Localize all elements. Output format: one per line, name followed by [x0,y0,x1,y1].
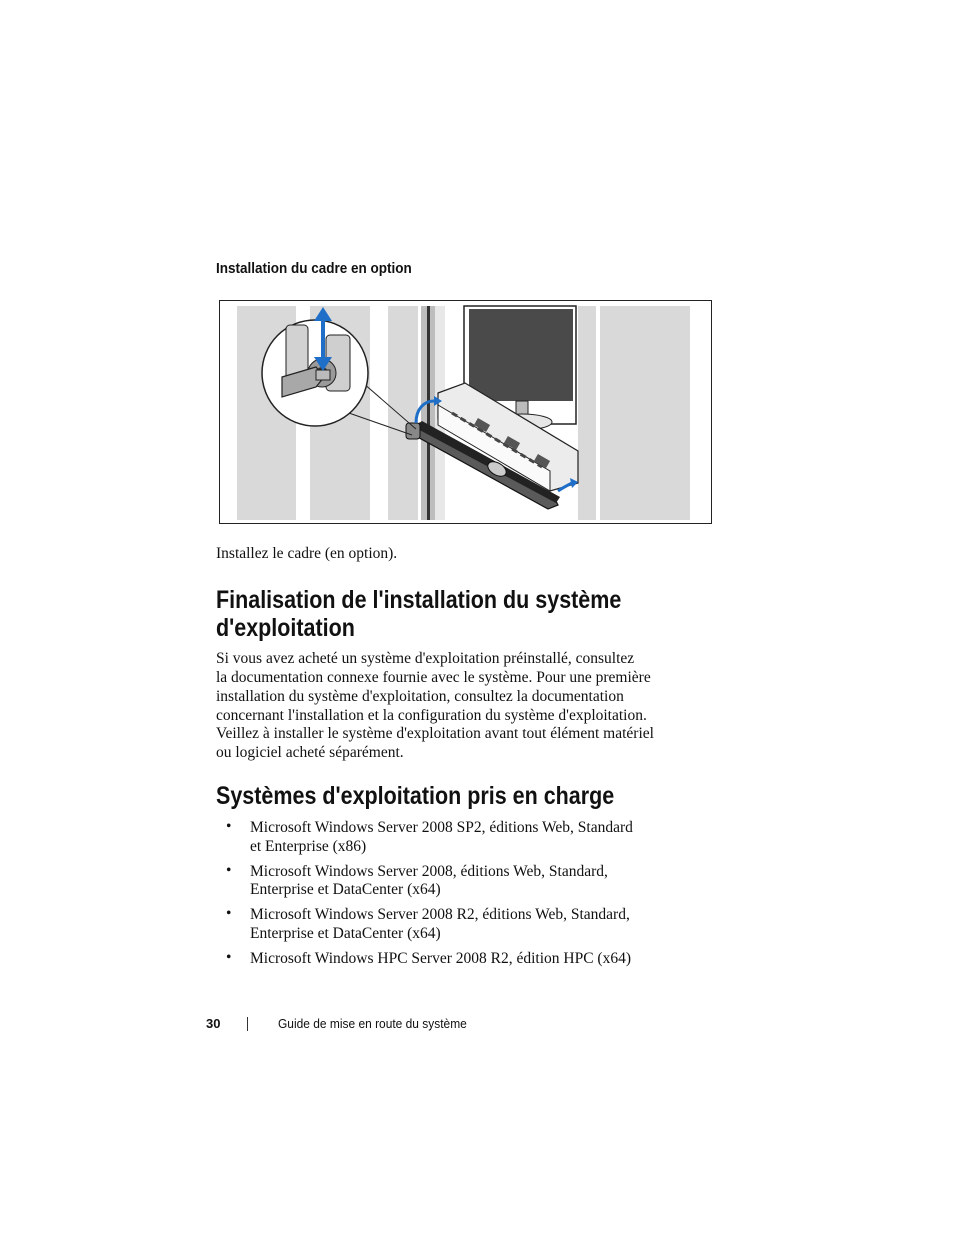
paragraph-line: Veillez à installer le système d'exploitation avant tout élément matériel [216,725,654,742]
footer-divider [247,1017,248,1031]
section-title-finalisation-line2: d'exploitation [216,614,355,642]
paragraph-line: ou logiciel acheté séparément. [216,744,404,761]
paragraph-line: installation du système d'exploitation, consultez la documentation [216,688,624,705]
list-item-line: Microsoft Windows Server 2008, éditions Web, Standard, [250,863,608,880]
page-number: 30 [206,1016,221,1031]
figure-caption: Installez le cadre (en option). [216,545,398,562]
bullet-icon: • [226,949,232,966]
bullet-icon: • [226,905,232,922]
bezel-installation-illustration [219,300,712,524]
list-item-line: Enterprise et DataCenter (x64) [250,881,441,898]
bullet-icon: • [226,818,232,835]
list-item-line: Microsoft Windows HPC Server 2008 R2, édition HPC (x64) [250,950,631,967]
list-item-line: Enterprise et DataCenter (x64) [250,925,441,942]
figure-heading: Installation du cadre en option [216,260,412,277]
list-item-line: Microsoft Windows Server 2008 R2, éditions Web, Standard, [250,906,630,923]
footer-title: Guide de mise en route du système [278,1016,467,1031]
section-title-supported-os: Systèmes d'exploitation pris en charge [216,782,615,810]
paragraph-line: la documentation connexe fournie avec le système. Pour une première [216,669,651,686]
paragraph-line: concernant l'installation et la configuration du système d'exploitation. [216,707,647,724]
list-item-line: Microsoft Windows Server 2008 SP2, éditions Web, Standard [250,819,633,836]
list-item-line: et Enterprise (x86) [250,838,367,855]
paragraph-line: Si vous avez acheté un système d'exploitation préinstallé, consultez [216,650,635,667]
section-title-finalisation-line1: Finalisation de l'installation du système [216,586,622,614]
bullet-icon: • [226,862,232,879]
